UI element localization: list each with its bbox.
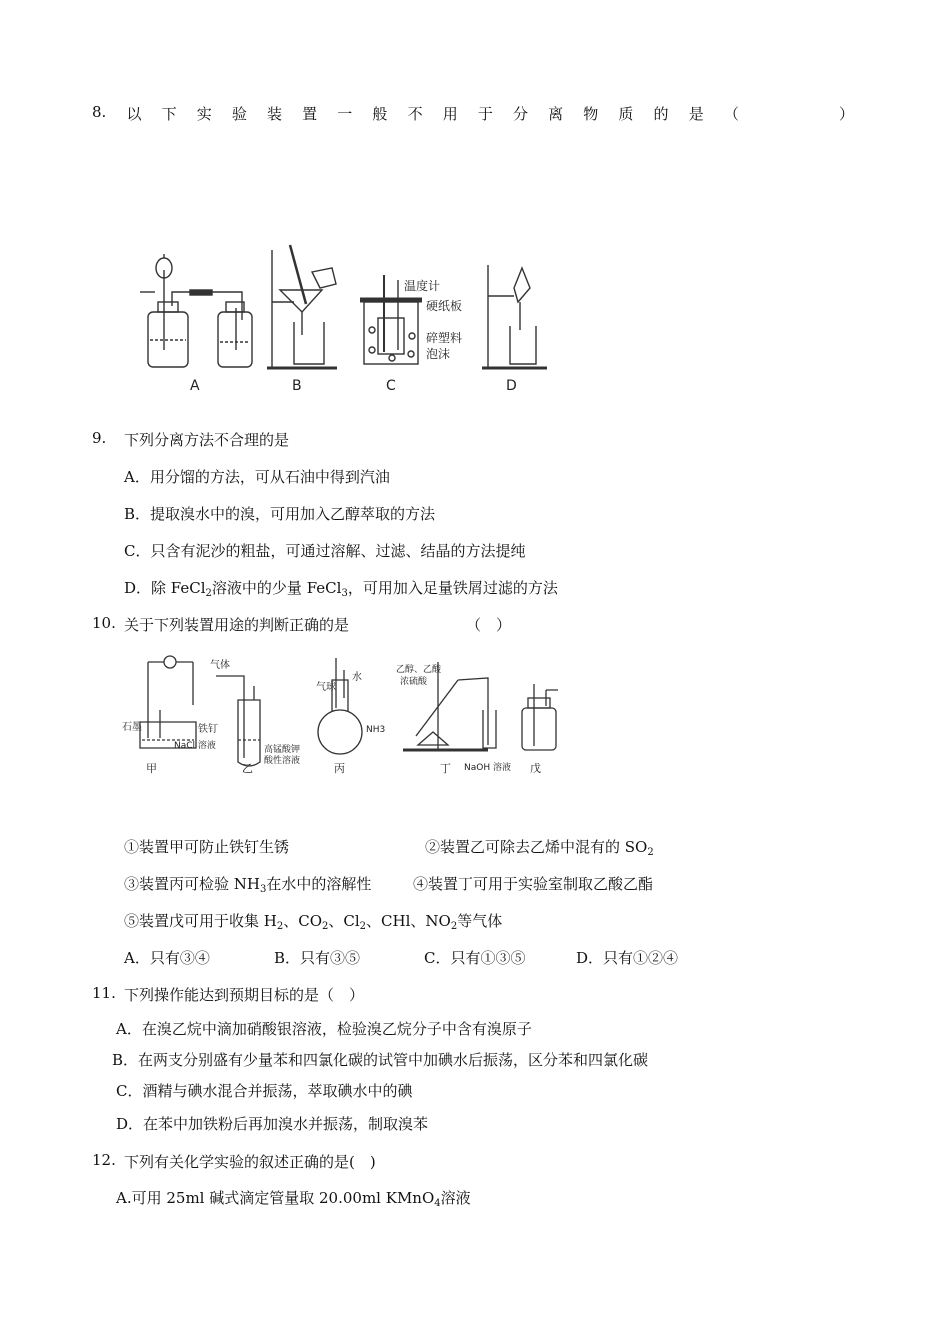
q10-statement-5: ⑤装置戊可用于收集 $H_2$、$CO_2$、$Cl_2$、CHl、$NO_2$等气体 bbox=[124, 912, 503, 932]
q12-option-a: A.可用 25ml 碱式滴定管量取 20.00ml KMnO$_4$溶液 bbox=[116, 1189, 471, 1209]
apparatus-wu bbox=[522, 684, 558, 750]
q10-option-b: B．只有③⑤ bbox=[274, 949, 361, 967]
apparatus-yi bbox=[210, 658, 300, 766]
apparatus-a bbox=[140, 254, 252, 367]
svg-text:甲: 甲 bbox=[146, 762, 157, 775]
q10-statement-3: ③装置丙可检验 $NH_3$在水中的溶解性 bbox=[124, 875, 372, 895]
svg-text:泡沫: 泡沫 bbox=[426, 347, 451, 361]
q10-statement-2: ②装置乙可除去乙烯中混有的 $SO_2$ bbox=[425, 838, 654, 858]
q11-option-c: C．酒精与碘水混合并振荡，萃取碘水中的碘 bbox=[116, 1082, 413, 1100]
q10-statement-1: ①装置甲可防止铁钉生锈 bbox=[124, 838, 290, 856]
q10-stem: 关于下列装置用途的判断正确的是 bbox=[124, 616, 350, 634]
svg-text:C: C bbox=[386, 378, 396, 394]
svg-text:A: A bbox=[190, 378, 200, 394]
svg-text:NH3: NH3 bbox=[366, 725, 386, 735]
apparatus-bing bbox=[316, 658, 385, 754]
q11-stem: 下列操作能达到预期目标的是（ ） bbox=[124, 986, 365, 1004]
svg-text:硬纸板: 硬纸板 bbox=[426, 299, 463, 313]
q11-option-b: B．在两支分别盛有少量苯和四氯化碳的试管中加碘水后振荡，区分苯和四氯化碳 bbox=[112, 1051, 649, 1069]
q10-statement-4: ④装置丁可用于实验室制取乙酸乙酯 bbox=[413, 875, 654, 893]
svg-text:高锰酸钾: 高锰酸钾 bbox=[264, 745, 301, 755]
svg-text:丙: 丙 bbox=[334, 762, 345, 775]
q9-stem: 下列分离方法不合理的是 bbox=[124, 431, 290, 449]
svg-text:乙: 乙 bbox=[242, 762, 253, 775]
q11-option-d: D．在苯中加铁粉后再加溴水并振荡，制取溴苯 bbox=[116, 1115, 429, 1133]
q12-stem: 下列有关化学实验的叙述正确的是( ) bbox=[124, 1153, 376, 1171]
q10-answer-paren: （ ） bbox=[466, 616, 512, 634]
q9-option-c: C．只含有泥沙的粗盐，可通过溶解、过滤、结晶的方法提纯 bbox=[124, 542, 526, 560]
q8-apparatus-figure bbox=[122, 240, 552, 395]
svg-text:酸性溶液: 酸性溶液 bbox=[264, 756, 301, 766]
svg-text:水: 水 bbox=[352, 672, 362, 683]
apparatus-b bbox=[267, 245, 337, 368]
svg-text:气球: 气球 bbox=[316, 682, 336, 693]
q9-number: 9. bbox=[92, 429, 107, 447]
apparatus-ding bbox=[396, 662, 511, 773]
apparatus-jia bbox=[122, 656, 218, 751]
q8-number: 8. bbox=[92, 103, 107, 121]
q8-stem: 8. 以 下 实 验 装 置 一 般 不 用 于 分 离 物 质 的 是 （ ） bbox=[92, 103, 854, 123]
svg-text:乙醇、乙酸: 乙醇、乙酸 bbox=[396, 665, 442, 675]
apparatus-d bbox=[482, 265, 547, 368]
q11-number: 11. bbox=[92, 984, 116, 1002]
svg-text:NaCl 溶液: NaCl 溶液 bbox=[174, 741, 216, 751]
svg-text:D: D bbox=[506, 378, 517, 394]
q10-option-d: D．只有①②④ bbox=[576, 949, 679, 967]
q9-option-a: A．用分馏的方法，可从石油中得到汽油 bbox=[124, 468, 390, 486]
q9-option-d: D．除 FeCl$_2$溶液中的少量 FeCl$_3$，可用加入足量铁屑过滤的方法 bbox=[124, 579, 558, 599]
svg-text:NaOH 溶液: NaOH 溶液 bbox=[464, 763, 511, 773]
svg-text:铁钉: 铁钉 bbox=[198, 724, 218, 735]
q9-option-b: B．提取溴水中的溴，可用加入乙醇萃取的方法 bbox=[124, 505, 436, 523]
q10-option-a: A．只有③④ bbox=[124, 949, 210, 967]
svg-text:温度计: 温度计 bbox=[404, 279, 441, 293]
svg-text:B: B bbox=[292, 378, 302, 394]
q12-number: 12. bbox=[92, 1151, 116, 1169]
q10-apparatus-figure bbox=[118, 650, 598, 775]
svg-text:浓硫酸: 浓硫酸 bbox=[400, 677, 428, 687]
apparatus-c bbox=[360, 275, 462, 364]
svg-text:碎塑料: 碎塑料 bbox=[426, 331, 463, 345]
q10-option-c: C．只有①③⑤ bbox=[424, 949, 526, 967]
svg-text:丁: 丁 bbox=[440, 762, 451, 775]
svg-text:石墨: 石墨 bbox=[122, 722, 142, 733]
svg-text:戊: 戊 bbox=[530, 762, 541, 775]
q11-option-a: A．在溴乙烷中滴加硝酸银溶液，检验溴乙烷分子中含有溴原子 bbox=[116, 1020, 532, 1038]
q10-number: 10. bbox=[92, 614, 116, 632]
svg-text:气体: 气体 bbox=[210, 660, 230, 671]
